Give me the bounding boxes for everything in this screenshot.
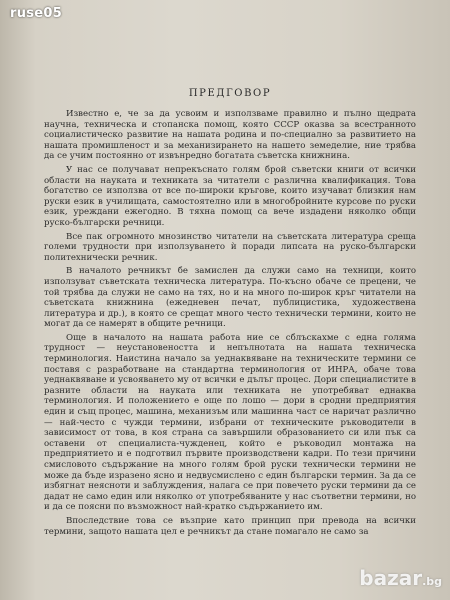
watermark-bottom	[359, 566, 442, 590]
paragraph-3: Все пак огромното мнозинство читатели на съветската литература среща големи трудности при използуването ѝ поради липсата на руско-български политехнически речник.	[44, 231, 416, 263]
watermark-bottom-name: bazar	[359, 566, 423, 590]
paragraph-2: У нас се получават непрекъснато голям брой съветски книги от всички области на науката и техниката за читатели с различна квалификация. Това богатство се използва от все по-широки кръгове, които изучават близкия нам руски език в училищата, самостоятелно или в многобройните курсове по руски език, уреждани ежегодно. В тяхна помощ са вече издадени няколко общи руско-български речници.	[44, 164, 416, 228]
page-heading: ПРЕДГОВОР	[188, 88, 272, 99]
paragraph-6: Впоследствие това се възприе като принцип при превода на всички термини, защото нашата цел е речникът да стане помагало не само за	[44, 515, 416, 537]
paragraph-5: Още в началото на нашата работа ние се сблъскахме с една голяма трудност — неустановеността и непълнотата на нашата техническа терминология. Наистина начало за уеднаквяване на техническите термини се поставя с разработване на стандартна терминология от ИНРА, обаче това уеднаквяване и усвояването му от всички е дълъг процес. Дори специалистите в разните области на науката или техниката не употребяват еднаква терминология. И положението е още по лошо — дори в сродни предприятия един и същ процес, машина, механизъм или машинна част се наричат различно — най-често с чужди термини, избрани от техническите ръководители в зависимост от това, в коя страна са завършили образованието си или пък са оставени от специалиста-чужденец, който е ръководил монтажа на предприятието и е подготвил първите производствени кадри. По тези причини смисловото съдържание на много голям брой руски технически термини не може да бъде изразено ясно и недвусмислено с един български термин. За да се избягнат неясноти и заблуждения, налага се при повечето руски термини да се дадат не само един или няколко от употребяваните у нас съответни термини, но и да се поясни по възможност най-кратко съдържанието им.	[44, 332, 416, 513]
watermark-top: ruse05	[10, 6, 63, 21]
watermark-bottom-tld: .bg	[422, 575, 442, 588]
paragraph-4: В началото речникът бе замислен да служи само на техници, които използуват съветската техническа литература. По-късно обаче се прецени, че той трябва да служи не само на тях, но и на много по-широк кръг читатели на съветската книжнина (ежедневен печат, публицистика, художествена литература и др.), в която се срещат много често технически термини, които не могат да се намерят в общите речници.	[44, 266, 416, 330]
paragraph-1: Известно е, че за да усвоим и използваме правилно и пълно щедрата научна, техническа и стопанска помощ, която СССР оказва за всестранното социалистическо развитие на нашата родина и по-специално за развитието на нашата промишленост и за механизирането на нашето земеделие, ние трябва да се учим постоянно от извънредно богатата съветска книжнина.	[44, 109, 416, 162]
